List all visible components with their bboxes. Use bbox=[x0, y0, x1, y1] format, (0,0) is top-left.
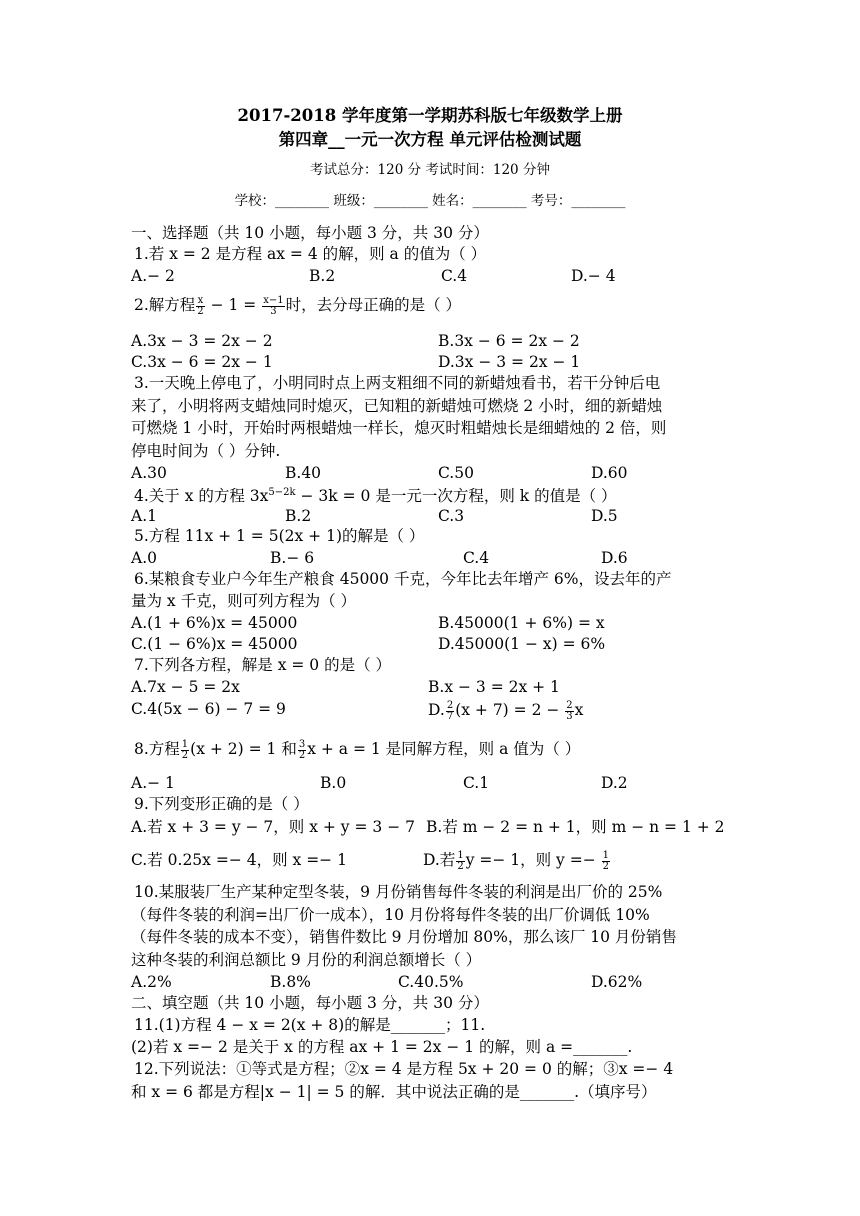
q5-option-d: D.6 bbox=[601, 549, 628, 567]
q2-option-a: A.3x − 3 = 2x − 2 bbox=[131, 332, 273, 350]
q4-option-d: D.5 bbox=[591, 507, 618, 525]
q1-option-d: D.− 4 bbox=[571, 267, 616, 285]
q8-option-d: D.2 bbox=[601, 774, 628, 792]
q9-option-d bbox=[423, 850, 611, 872]
q7-stem: 7.下列各方程，解是 x = 0 的是（ ） bbox=[134, 656, 392, 674]
q8-option-c: C.1 bbox=[463, 774, 490, 792]
q3-line4: 停电时间为（ ）分钟. bbox=[131, 442, 281, 460]
fraction-x-minus-1-over-3: $\frac{x-1}{3}$ bbox=[263, 294, 284, 317]
q8-stem bbox=[134, 739, 580, 761]
q7-option-c: C.4(5x − 6) − 7 = 9 bbox=[131, 700, 286, 718]
q10-option-a: A.2% bbox=[131, 973, 172, 991]
fraction-one-half: $\frac{1}{2}$ bbox=[457, 849, 464, 872]
fraction-x-over-2: $\frac{x}{2}$ bbox=[197, 294, 204, 317]
q2-option-b: B.3x − 6 = 2x − 2 bbox=[438, 332, 580, 350]
q8-option-b: B.0 bbox=[320, 774, 347, 792]
q6-line2: 量为 x 千克，则可列方程为（ ） bbox=[131, 592, 357, 610]
q4-exponent: 5−2k bbox=[268, 487, 296, 498]
q9-option-c: C.若 0.25x =− 4，则 x =− 1 bbox=[131, 851, 347, 869]
q2-stem: 2.解方程 $\frac{x}{2}$ − 1 = $\frac{x-1}{3}$ 时，去分母正确的是（ ） bbox=[134, 294, 462, 317]
q7-d-post: x bbox=[574, 701, 584, 719]
q2-option-d: D.3x − 3 = 2x − 1 bbox=[438, 353, 581, 371]
q4-stem-pre: 4.关于 x 的方程 3x bbox=[134, 487, 269, 506]
q2-stem-post: 时，去分母正确的是（ ） bbox=[285, 296, 462, 314]
q7-d-mid: (x + 7) = 2 − bbox=[455, 701, 560, 719]
q2-option-c: C.3x − 6 = 2x − 1 bbox=[131, 353, 273, 371]
q6-option-b: B.45000(1 + 6%) = x bbox=[438, 614, 605, 632]
q5-option-a: A.0 bbox=[131, 549, 157, 567]
q10-option-b: B.8% bbox=[270, 973, 311, 991]
exam-title: 2017-2018 学年度第一学期苏科版七年级数学上册 bbox=[237, 106, 623, 125]
q9-d-mid: y =− 1，则 y =− bbox=[465, 851, 596, 869]
q1-option-a: A.− 2 bbox=[131, 267, 175, 285]
q4-option-a: A.1 bbox=[131, 507, 157, 525]
q1-option-c: C.4 bbox=[441, 267, 468, 285]
q10-option-d: D.62% bbox=[591, 973, 643, 991]
q3-option-c: C.50 bbox=[438, 464, 474, 482]
fraction-one-half: $\frac{1}{2}$ bbox=[602, 849, 610, 872]
section1-heading: 一、选择题（共 10 小题，每小题 3 分，共 30 分） bbox=[131, 224, 489, 242]
fraction-one-half: $\frac{1}{2}$ bbox=[181, 738, 189, 761]
q11-line1: 11.(1)方程 4 − x = 2(x + 8)的解是_______；11. bbox=[134, 1016, 486, 1034]
fraction-two-sevenths: $\frac{2}{7}$ bbox=[446, 699, 454, 722]
q8-part1: 8.方程 bbox=[134, 740, 180, 758]
q7-option-d bbox=[428, 700, 583, 722]
student-info: 学校：________ 班级：________ 姓名：________ 考号：________ bbox=[234, 193, 626, 209]
q8-part2: (x + 2) = 1 和 bbox=[190, 740, 297, 758]
section2-heading: 二、填空题（共 10 小题，每小题 3 分，共 30 分） bbox=[131, 994, 489, 1012]
fraction-three-halves: $\frac{3}{2}$ bbox=[298, 738, 306, 761]
q8-part3: x + a = 1 是同解方程，则 a 值为（ ） bbox=[307, 740, 581, 758]
q5-stem: 5.方程 11x + 1 = 5(2x + 1)的解是（ ） bbox=[134, 527, 425, 545]
q9-stem: 9.下列变形正确的是（ ） bbox=[134, 795, 309, 813]
q7-d-pre: D. bbox=[428, 701, 445, 719]
q4-option-b: B.2 bbox=[285, 507, 312, 525]
q1-option-b: B.2 bbox=[309, 267, 336, 285]
q3-option-a: A.30 bbox=[131, 464, 167, 482]
chapter-title: 第四章__一元一次方程 单元评估检测试题 bbox=[278, 130, 582, 149]
q6-option-c: C.(1 − 6%)x = 45000 bbox=[131, 635, 298, 653]
exam-info: 考试总分：120 分 考试时间：120 分钟 bbox=[310, 162, 550, 178]
q7-option-a: A.7x − 5 = 2x bbox=[131, 678, 240, 696]
q12-line2: 和 x = 6 都是方程|x − 1| = 5 的解．其中说法正确的是_______.（填序号） bbox=[131, 1083, 657, 1101]
q1-stem: 1.若 x = 2 是方程 ax = 4 的解，则 a 的值为（ ） bbox=[134, 245, 487, 263]
q5-option-c: C.4 bbox=[463, 549, 490, 567]
q10-line2: （每件冬装的利润=出厂价一成本），10 月份将每件冬装的出厂价调低 10% bbox=[131, 906, 650, 924]
q2-stem-pre: 2.解方程 bbox=[134, 296, 196, 314]
q10-line4: 这种冬装的利润总额比 9 月份的利润总额增长（ ） bbox=[131, 951, 482, 969]
q9-option-a: A.若 x + 3 = y − 7，则 x + y = 3 − 7 bbox=[131, 818, 415, 836]
q10-option-c: C.40.5% bbox=[398, 973, 464, 991]
q6-option-d: D.45000(1 − x) = 6% bbox=[438, 635, 606, 653]
q7-option-b: B.x − 3 = 2x + 1 bbox=[428, 678, 560, 696]
q9-d-pre: D.若 bbox=[423, 851, 456, 869]
fraction-two-thirds: $\frac{2}{3}$ bbox=[566, 699, 573, 722]
q9-option-b: B.若 m − 2 = n + 1，则 m − n = 1 + 2 bbox=[426, 818, 725, 836]
q4-stem-post: − 3k = 0 是一元一次方程，则 k 的值是（ ） bbox=[295, 487, 617, 506]
q6-line1: 6.某粮食专业户今年生产粮食 45000 千克，今年比去年增产 6%，设去年的产 bbox=[134, 570, 672, 588]
q3-line3: 可燃烧 1 小时，开始时两根蜡烛一样长，熄灭时粗蜡烛长是细蜡烛的 2 倍，则 bbox=[131, 419, 667, 437]
q10-line1: 10.某服装厂生产某种定型冬装，9 月份销售每件冬装的利润是出厂价的 25% bbox=[134, 883, 663, 901]
q6-option-a: A.(1 + 6%)x = 45000 bbox=[131, 614, 298, 632]
q11-line2: (2)若 x =− 2 是关于 x 的方程 ax + 1 = 2x − 1 的解，则 a =_______. bbox=[131, 1038, 633, 1056]
q4-option-c: C.3 bbox=[438, 507, 465, 525]
q3-option-b: B.40 bbox=[285, 464, 322, 482]
q3-line2: 来了，小明将两支蜡烛同时熄灭，已知粗的新蜡烛可燃烧 2 小时，细的新蜡烛 bbox=[131, 397, 663, 415]
q3-line1: 3.一天晚上停电了，小明同时点上两支粗细不同的新蜡烛看书，若干分钟后电 bbox=[134, 374, 661, 392]
q8-option-a: A.− 1 bbox=[131, 774, 175, 792]
q4-stem bbox=[134, 483, 617, 506]
q10-line3: （每件冬装的成本不变），销售件数比 9 月份增加 80%，那么该厂 10 月份销售 bbox=[131, 928, 677, 946]
q5-option-b: B.− 6 bbox=[270, 549, 315, 567]
q12-line1: 12.下列说法：①等式是方程；②x = 4 是方程 5x + 20 = 0 的解；③x =− 4 bbox=[134, 1060, 674, 1078]
q3-option-d: D.60 bbox=[591, 464, 628, 482]
